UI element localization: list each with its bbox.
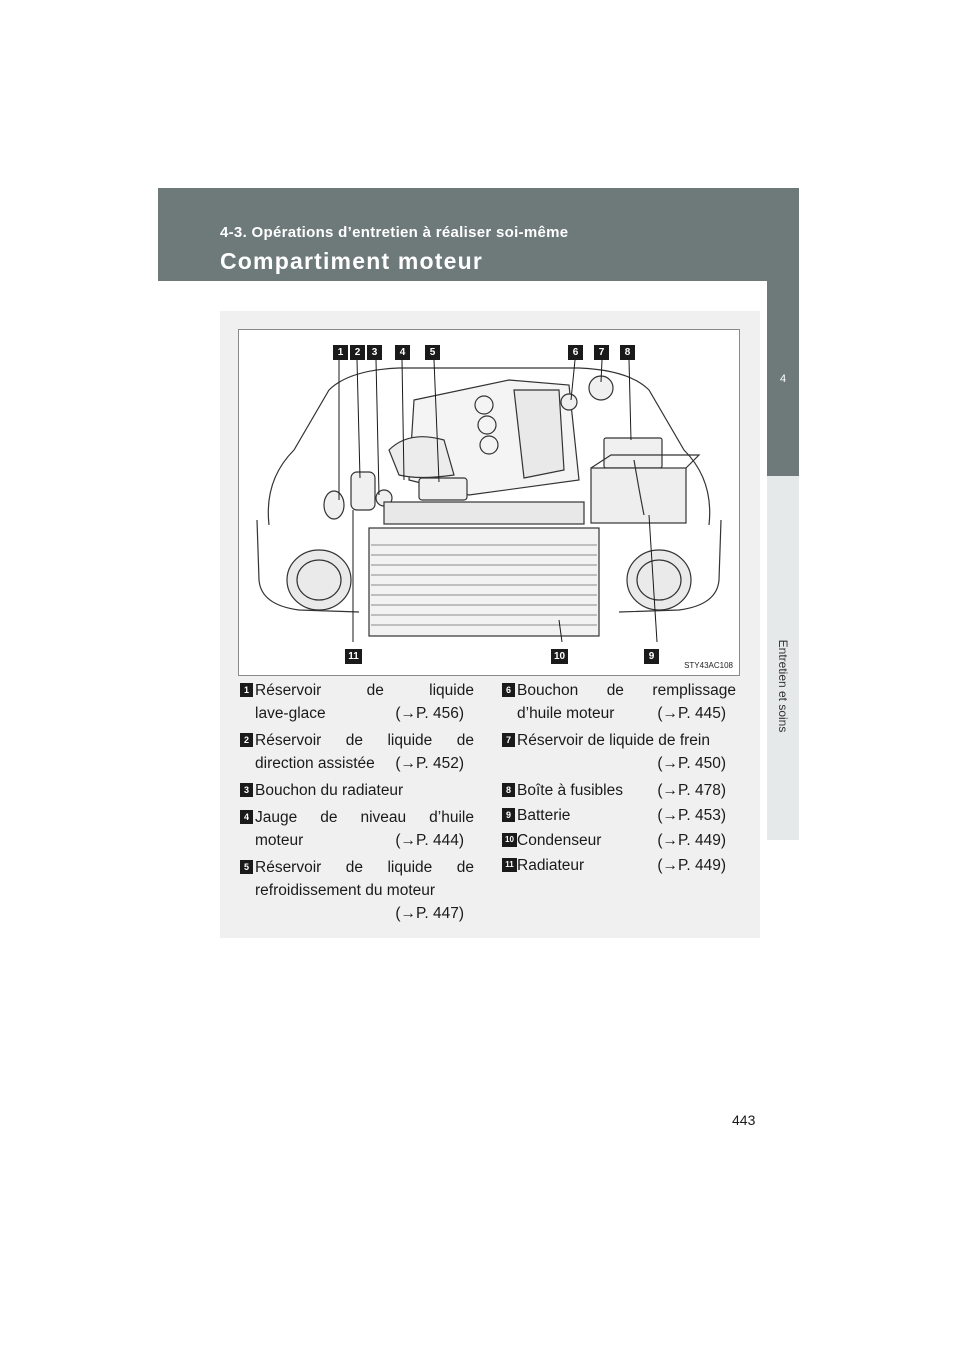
chapter-number: 4 [779,373,787,385]
callout-5: 5 [425,345,440,360]
callout-4: 4 [395,345,410,360]
page-reference: (→P. 450) [657,755,726,772]
legend-text: Réservoir de liquide [255,682,474,699]
callout-3: 3 [367,345,382,360]
page-reference: (→P. 447) [395,905,464,922]
page-reference: (→P. 452) [395,755,464,772]
legend-number: 7 [502,733,515,747]
legend-text: Réservoir de liquide de [255,732,474,749]
engine-illustration [239,330,739,675]
legend-number: 2 [240,733,253,747]
legend-number: 10 [502,833,517,847]
legend-text: Batterie [517,807,571,824]
legend-text: Réservoir de liquide de frein [517,732,710,749]
legend-text: Condenseur [517,832,602,849]
callout-10: 10 [551,649,568,664]
figure-code: STY43AC108 [684,661,733,670]
legend-number: 9 [502,808,515,822]
legend-number: 1 [240,683,253,697]
legend-text: d’huile moteur [517,705,615,722]
content-panel [220,311,760,938]
callout-11: 11 [345,649,362,664]
legend-text: Jauge de niveau d’huile [255,809,474,826]
legend-text: Bouchon du radiateur [255,782,404,799]
legend-text: refroidissement du moteur [255,882,436,899]
page-reference: (→P. 449) [657,832,726,849]
page-reference: (→P. 445) [657,705,726,722]
chapter-header [158,188,799,281]
page-reference: (→P. 453) [657,807,726,824]
chapter-tab-label-box [767,476,799,840]
engine-compartment-figure [238,329,740,676]
chapter-tab [767,281,799,476]
page-reference: (→P. 444) [395,832,464,849]
legend-text: Boîte à fusibles [517,782,623,799]
legend-text: direction assistée [255,755,375,772]
legend-number: 8 [502,783,515,797]
callout-6: 6 [568,345,583,360]
legend-number: 11 [502,858,517,872]
callout-2: 2 [350,345,365,360]
callout-9: 9 [644,649,659,664]
section-title: 4-3. Opérations d’entretien à réaliser soi-même [220,224,569,241]
legend-number: 6 [502,683,515,697]
legend-text: Réservoir de liquide de [255,859,474,876]
page-reference: (→P. 478) [657,782,726,799]
legend-number: 3 [240,783,253,797]
callout-8: 8 [620,345,635,360]
page-reference: (→P. 456) [395,705,464,722]
legend-number: 5 [240,860,253,874]
legend-text: Bouchon de remplissage [517,682,736,699]
page-number: 443 [732,1112,756,1128]
legend-text: moteur [255,832,304,849]
legend-text: lave-glace [255,705,326,722]
chapter-label: Entretien et soins [776,639,790,733]
page-reference: (→P. 449) [657,857,726,874]
callout-7: 7 [594,345,609,360]
legend-text: Radiateur [517,857,585,874]
callout-1: 1 [333,345,348,360]
page-title: Compartiment moteur [220,248,484,274]
legend-number: 4 [240,810,253,824]
